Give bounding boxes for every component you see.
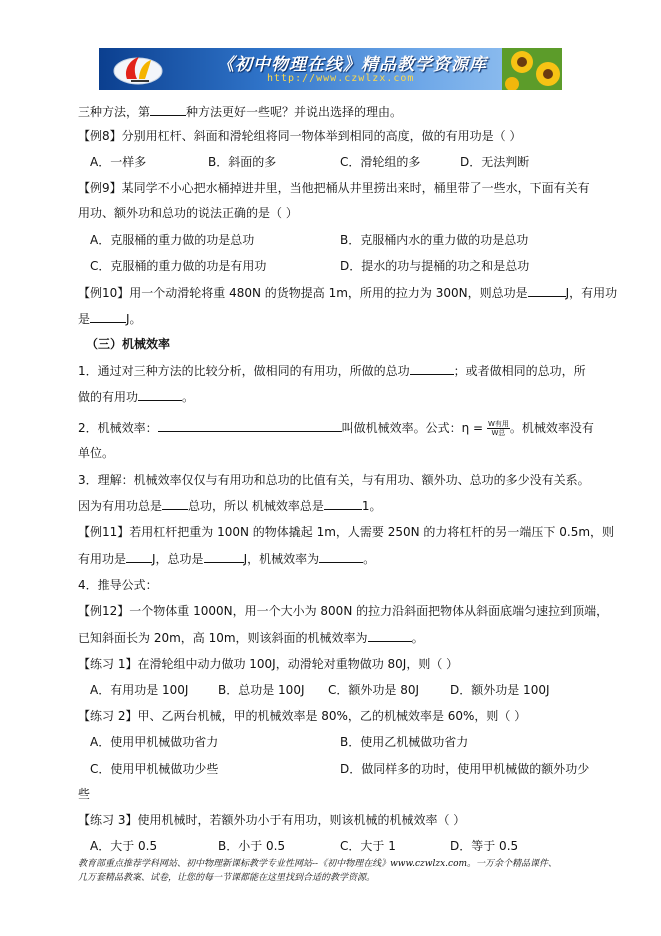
point-2-line-1 <box>78 419 594 437</box>
example-10-line-2 <box>78 310 142 327</box>
practice-3-option-d: D．等于 0.5 <box>450 839 519 853</box>
banner-url[interactable]: http://www.czwlzx.com <box>267 73 415 84</box>
text: J，机械效率为 <box>243 552 320 566</box>
footer-line-1: 教育部重点推荐学科网站、初中物理新课标教学专业性网站--《初中物理在线》www.czwlzx.com。一万余个精品课件、 <box>78 859 558 869</box>
blank <box>319 550 363 563</box>
footer-line-2: 几万套精品教案、试卷，让您的每一节课都能在这里找到合适的教学资源。 <box>78 873 376 883</box>
point-2-line-2: 单位。 <box>78 446 115 460</box>
practice-2: 【练习 2】甲、乙两台机械，甲的机械效率是 80%，乙的机械效率是 60%，则（ ） <box>78 709 527 723</box>
practice-3-option-a: A．大于 0.5 <box>90 839 158 853</box>
text: 。 <box>182 390 195 404</box>
example-9-option-d: D．提水的功与提桶的功之和是总功 <box>340 259 530 273</box>
example-9-option-c: C．克服桶的重力做的功是有用功 <box>90 259 267 273</box>
example-12-line-1: 【例12】一个物体重 1000N，用一个大小为 800N 的拉力沿斜面把物体从斜面底端匀速拉到顶端， <box>78 604 609 618</box>
point-1-line-2 <box>78 388 194 405</box>
example-12-line-2 <box>78 629 424 646</box>
example-8-option-d: D．无法判断 <box>460 155 530 169</box>
example-9-option-a: A．克服桶的重力做的功是总功 <box>90 233 255 247</box>
formula-numerator: W有用 <box>487 420 509 428</box>
blank <box>158 419 342 432</box>
point-4: 4．推导公式： <box>78 578 158 592</box>
text: 种方法更好一些呢？并说出选择的理由。 <box>186 105 403 119</box>
blank <box>126 550 152 563</box>
practice-2-option-d: D．做同样多的功时，使用甲机械做的额外功少 <box>340 762 590 776</box>
practice-3-option-b: B．小于 0.5 <box>218 839 286 853</box>
practice-2-option-d-wrap: 些 <box>78 787 91 801</box>
practice-3-option-c: C．大于 1 <box>340 839 396 853</box>
practice-1-option-d: D．额外功是 100J <box>450 683 550 697</box>
efficiency-formula <box>487 420 510 437</box>
blank <box>324 497 362 510</box>
text: 三种方法，第 <box>78 105 151 119</box>
example-9-option-b: B．克服桶内水的重力做的功是总功 <box>340 233 529 247</box>
example-11-line-1: 【例11】若用杠杆把重为 100N 的物体撬起 1m，人需要 250N 的力将杠杆的另一端压下 0.5m，则 <box>78 525 615 539</box>
text: 是 <box>78 312 91 326</box>
text: 因为有用功总是 <box>78 499 163 513</box>
practice-2-option-a: A．使用甲机械做功省力 <box>90 735 219 749</box>
point-1-line-1 <box>78 362 586 379</box>
blank <box>204 550 244 563</box>
header-banner <box>99 48 562 90</box>
example-10-line-1 <box>78 284 617 301</box>
formula-denominator: W总 <box>491 429 506 437</box>
practice-1-option-c: C．额外功是 80J <box>328 683 420 697</box>
logo-icon <box>109 51 167 87</box>
section-heading: （三）机械效率 <box>86 337 171 351</box>
example-9-line-2: 用功、额外功和总功的说法正确的是（ ） <box>78 206 298 220</box>
text: 总功，所以 机械效率总是 <box>188 499 324 513</box>
banner-title: 《初中物理在线》精品教学资源库 <box>217 55 487 75</box>
text: J。 <box>126 312 142 326</box>
point-3-line-1: 3．理解：机械效率仅仅与有用功和总功的比值有关，与有用功、额外功、总功的多少没有关系。 <box>78 473 590 487</box>
blank <box>528 284 566 297</box>
sunflower-icon <box>502 48 562 90</box>
text-line-1 <box>78 103 402 120</box>
text: 已知斜面长为 20m，高 10m，则该斜面的机械效率为 <box>78 631 368 645</box>
blank <box>162 497 188 510</box>
text: 有用功是 <box>78 552 127 566</box>
text: J，总功是 <box>152 552 204 566</box>
practice-1-option-b: B．总功是 100J <box>218 683 305 697</box>
text: 2．机械效率： <box>78 421 158 435</box>
blank <box>150 103 186 116</box>
text: ；或者做相同的总功，所 <box>453 364 586 378</box>
example-8-option-a: A．一样多 <box>90 155 147 169</box>
text: 。 <box>411 631 424 645</box>
example-9-line-1: 【例9】某同学不小心把水桶掉进井里，当他把桶从井里捞出来时，桶里带了一些水，下面有关有 <box>78 181 590 195</box>
text: 1。 <box>361 499 382 513</box>
blank <box>90 310 126 323</box>
text: 叫做机械效率。公式：η = <box>341 421 484 435</box>
practice-2-option-c: C．使用甲机械做功少些 <box>90 762 219 776</box>
practice-1-option-a: A．有用功是 100J <box>90 683 189 697</box>
practice-3: 【练习 3】使用机械时，若额外功小于有用功，则该机械的机械效率（ ） <box>78 813 466 827</box>
point-3-line-2 <box>78 497 381 514</box>
blank <box>368 629 412 642</box>
blank <box>410 362 454 375</box>
text: 1．通过对三种方法的比较分析，做相同的有用功，所做的总功 <box>78 364 410 378</box>
example-11-line-2 <box>78 550 375 567</box>
practice-2-option-b: B．使用乙机械做功省力 <box>340 735 469 749</box>
text: 。机械效率没有 <box>509 421 594 435</box>
text: 做的有用功 <box>78 390 139 404</box>
blank <box>138 388 182 401</box>
text: 。 <box>363 552 376 566</box>
example-8-option-b: B．斜面的多 <box>208 155 277 169</box>
text: 【例10】用一个动滑轮将重 480N 的货物提高 1m，所用的拉力为 300N，则总功是 <box>78 286 528 300</box>
practice-1: 【练习 1】在滑轮组中动力做功 100J，动滑轮对重物做功 80J，则（ ） <box>78 657 459 671</box>
example-8-option-c: C．滑轮组的多 <box>340 155 421 169</box>
example-8: 【例8】分别用杠杆、斜面和滑轮组将同一物体举到相同的高度，做的有用功是（ ） <box>78 129 522 143</box>
text: J，有用功 <box>565 286 618 300</box>
